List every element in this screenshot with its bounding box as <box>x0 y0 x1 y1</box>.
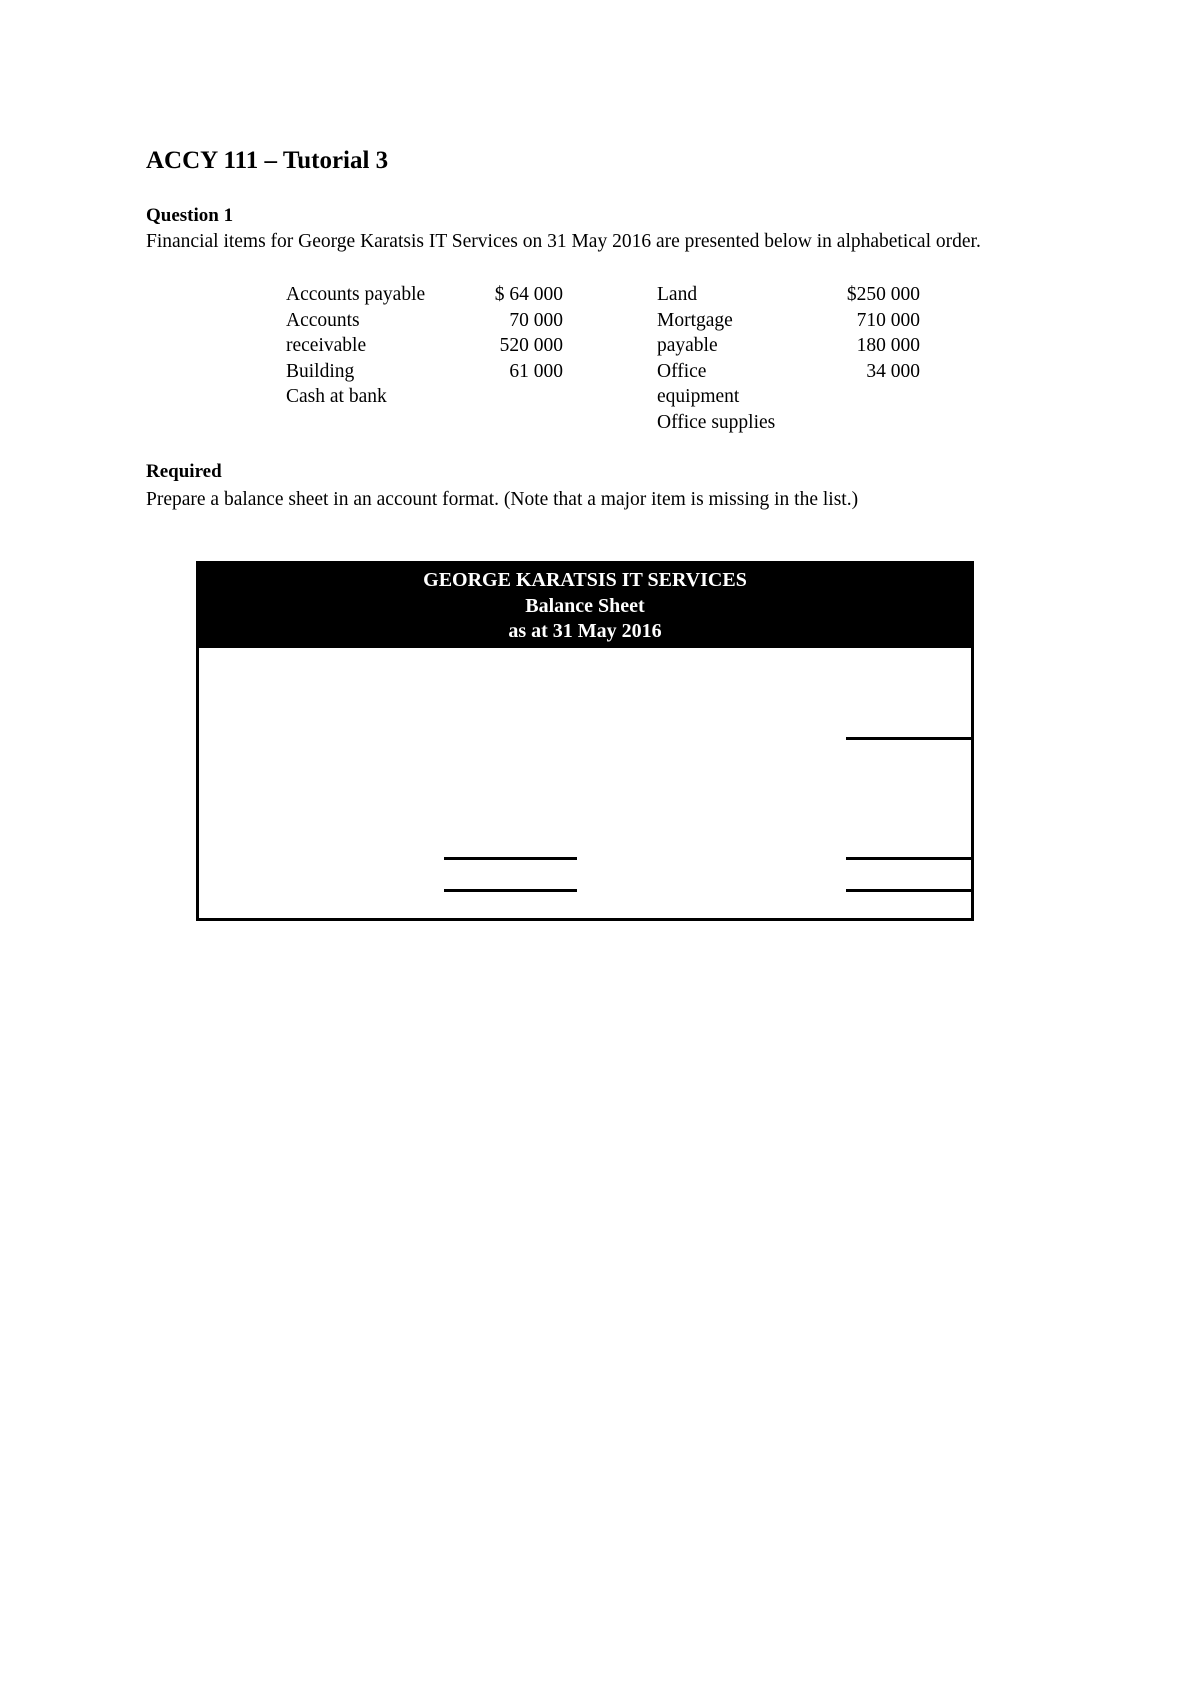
statement-date: as at 31 May 2016 <box>508 620 662 642</box>
required-text: Prepare a balance sheet in an account format. (Note that a major item is missing in the list.) <box>146 489 859 510</box>
document-title: ACCY 111 – Tutorial 3 <box>146 147 389 174</box>
subtotal-rule-right <box>846 737 974 740</box>
item-value: 34 000 <box>866 360 920 382</box>
company-name: GEORGE KARATSIS IT SERVICES <box>423 569 747 591</box>
statement-name: Balance Sheet <box>525 594 645 617</box>
left-item-labels <box>286 282 425 410</box>
item-value: 710 000 <box>856 309 920 331</box>
item-label: Mortgage <box>657 309 733 331</box>
item-value: 61 000 <box>509 360 563 382</box>
item-value: $ 64 000 <box>494 284 563 305</box>
total-rule-left-1 <box>444 857 577 860</box>
balance-sheet-template <box>196 561 974 921</box>
total-rule-left-2 <box>444 889 577 892</box>
item-value: 180 000 <box>856 335 920 356</box>
item-label: Accounts <box>286 309 360 331</box>
item-label: equipment <box>657 386 740 407</box>
item-label: Cash at bank <box>286 386 387 407</box>
right-item-values <box>820 282 920 384</box>
item-label: payable <box>657 335 718 356</box>
item-value: 520 000 <box>499 335 563 356</box>
question-heading: Question 1 <box>146 205 234 226</box>
item-value: 70 000 <box>509 309 563 331</box>
item-label: Building <box>286 360 355 382</box>
total-rule-right-2 <box>846 889 974 892</box>
balance-sheet-header <box>199 564 971 648</box>
item-label: receivable <box>286 335 367 356</box>
left-item-values <box>470 282 563 384</box>
required-heading: Required <box>146 461 222 482</box>
total-rule-right-1 <box>846 857 974 860</box>
question-intro: Financial items for George Karatsis IT Services on 31 May 2016 are presented below in alphabetical order. <box>146 231 981 252</box>
item-label: Land <box>657 284 698 305</box>
right-item-labels <box>657 282 775 435</box>
item-label: Office supplies <box>657 411 776 433</box>
item-label: Accounts payable <box>286 284 426 305</box>
item-value: $250 000 <box>846 284 920 305</box>
item-label: Office <box>657 360 707 382</box>
